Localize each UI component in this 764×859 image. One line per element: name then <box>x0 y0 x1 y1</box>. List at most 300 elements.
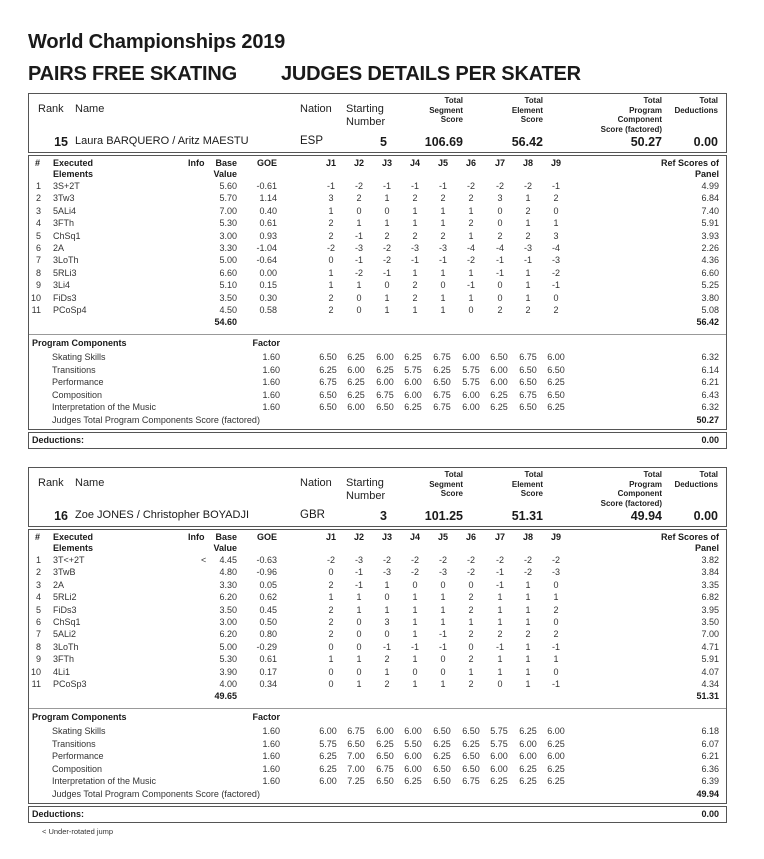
element-name: 3S+2T <box>53 181 80 191</box>
judge-score-j5: 1 <box>440 305 446 315</box>
judge-score-j2: -3 <box>354 243 363 253</box>
judge-score-j1: 0 <box>328 666 334 677</box>
judge-score-j8: 1 <box>525 218 531 229</box>
rank-label: Rank <box>38 477 64 489</box>
deductions-label <box>674 96 718 115</box>
component-score-j1: 6.75 <box>319 377 337 387</box>
component-name: Performance <box>52 377 104 387</box>
element-number: 9 <box>35 654 41 665</box>
element-ref-score: 6.84 <box>701 193 719 204</box>
ref-header-panel: Panel <box>694 543 719 553</box>
component-score-j6: 6.75 <box>462 776 480 786</box>
document-title: World Championships 2019 <box>28 31 286 53</box>
judge-score-j8: 1 <box>525 641 531 652</box>
judge-score-j2: 0 <box>356 205 362 216</box>
component-ref-score: 6.14 <box>701 364 719 375</box>
judge-score-j8: -2 <box>523 181 532 191</box>
deductions-row-label: Deductions: <box>32 435 85 445</box>
judge-score-j2: 1 <box>356 654 362 665</box>
judge-score-j2: 0 <box>356 641 362 652</box>
footnote-under-rotated: < Under-rotated jump <box>42 827 114 836</box>
judge-score-j4: 2 <box>412 280 418 291</box>
component-score-j5: 6.50 <box>433 763 451 774</box>
judge-score-j7: 1 <box>497 654 503 665</box>
element-goe: 0.30 <box>259 292 277 303</box>
component-ref-score: 6.36 <box>701 763 719 774</box>
deductions-label-line: Deductions <box>674 479 718 489</box>
judge-score-j8: 2 <box>525 629 531 640</box>
element-name: FiDs3 <box>53 604 77 615</box>
judge-score-j5: -1 <box>438 629 447 640</box>
judge-score-j6: 0 <box>468 305 474 315</box>
judge-score-j1: 3 <box>328 193 334 204</box>
component-score-j6: 6.50 <box>462 726 480 736</box>
component-score-j1: 6.25 <box>319 751 337 761</box>
judge-score-j9: 2 <box>553 305 559 315</box>
component-score-j1: 5.75 <box>319 738 337 749</box>
judge-score-j8: -2 <box>523 567 532 578</box>
judge-score-j4: 0 <box>412 579 418 590</box>
judge-score-j1: 2 <box>328 305 334 315</box>
element-ref-score: 4.99 <box>701 181 719 191</box>
component-score-j5: 6.50 <box>433 377 451 387</box>
judge-score-j6: 1 <box>468 617 474 627</box>
judge-header-j3: J3 <box>381 158 392 168</box>
element-base-value: 6.20 <box>219 629 237 640</box>
judge-score-j5: -1 <box>438 641 447 652</box>
component-score-j2: 7.25 <box>347 776 365 786</box>
component-score-j8: 6.75 <box>519 389 537 400</box>
component-name: Skating Skills <box>52 352 106 362</box>
element-name: FiDs3 <box>53 292 77 303</box>
judge-score-j2: 0 <box>356 305 362 315</box>
number-label: Number <box>346 116 386 128</box>
nation-label: Nation <box>300 103 332 115</box>
judge-header-j3: J3 <box>381 532 392 542</box>
judge-score-j2: -1 <box>354 230 363 241</box>
report-title: JUDGES DETAILS PER SKATER <box>281 63 581 85</box>
judge-score-j2: 0 <box>356 292 362 303</box>
base-header: Base <box>215 532 237 542</box>
component-score-j6: 5.75 <box>462 377 480 387</box>
tss-label-line: Score <box>440 115 463 124</box>
judge-score-j3: 2 <box>384 679 390 689</box>
judge-score-j4: -1 <box>410 255 419 266</box>
judge-score-j1: 1 <box>328 592 334 603</box>
judge-score-j3: 2 <box>384 654 390 665</box>
component-score-j4: 6.00 <box>404 389 422 400</box>
goe-header: GOE <box>256 532 277 542</box>
judge-score-j4: -3 <box>410 243 419 253</box>
element-number: 1 <box>35 181 41 191</box>
judge-score-j5: 1 <box>440 292 446 303</box>
elements-box <box>28 155 727 430</box>
judge-score-j9: 0 <box>553 205 559 216</box>
judge-score-j3: 1 <box>384 193 390 204</box>
component-score-j9: 6.25 <box>547 402 565 412</box>
pcs-label-line: Total <box>643 96 662 105</box>
element-goe: -0.64 <box>256 255 277 266</box>
judge-score-j8: 1 <box>525 579 531 590</box>
element-goe: 0.62 <box>259 592 277 603</box>
section-divider <box>29 334 726 335</box>
component-score-j4: 5.50 <box>404 738 422 749</box>
judge-score-j6: -1 <box>466 280 475 291</box>
judge-score-j3: 1 <box>384 305 390 315</box>
judge-score-j9: -4 <box>551 243 560 253</box>
element-ref-score: 3.93 <box>701 230 719 241</box>
pcs-label-line: Score (factored) <box>600 124 662 134</box>
judge-header-j6: J6 <box>465 158 476 168</box>
tes-label-line: Total <box>524 96 543 105</box>
component-score-j6: 6.00 <box>462 352 480 362</box>
element-base-value: 5.60 <box>219 181 237 191</box>
element-ref-score: 4.71 <box>701 641 719 652</box>
component-score-j9: 6.25 <box>547 377 565 387</box>
judge-header-j8: J8 <box>522 158 533 168</box>
component-score-j3: 6.75 <box>376 389 394 400</box>
component-score-j6: 6.25 <box>462 738 480 749</box>
component-score-j3: 6.75 <box>376 763 394 774</box>
elements-header: Elements <box>53 543 94 553</box>
total-deductions-value: 0.00 <box>693 135 718 149</box>
judge-header-j6: J6 <box>465 532 476 542</box>
total-segment-score: 101.25 <box>424 509 463 523</box>
element-base-value: 3.30 <box>219 243 237 253</box>
total-pcs-value: 50.27 <box>630 135 662 149</box>
nation-value: ESP <box>300 135 324 147</box>
component-factor: 1.60 <box>262 751 280 761</box>
ref-header-panel: Panel <box>694 169 719 179</box>
element-goe: 0.00 <box>259 267 277 278</box>
judge-score-j3: 2 <box>384 230 390 241</box>
judge-score-j1: 2 <box>328 292 334 303</box>
factor-header: Factor <box>252 338 280 348</box>
component-score-j2: 6.75 <box>347 726 365 736</box>
judge-score-j9: 2 <box>553 604 559 615</box>
judge-score-j1: -2 <box>326 243 335 253</box>
element-ref-score: 4.34 <box>701 679 719 689</box>
judge-score-j8: 1 <box>525 592 531 603</box>
component-score-j7: 6.00 <box>490 377 508 387</box>
tes-label <box>512 470 543 499</box>
pcs-label-line: Component <box>617 115 662 124</box>
tss-label-line: Total <box>444 470 463 479</box>
element-name: 3TwB <box>53 567 76 578</box>
element-base-value: 6.60 <box>219 267 237 278</box>
judge-score-j8: 1 <box>525 666 531 677</box>
starting-label: Starting <box>346 477 384 489</box>
judge-score-j7: -1 <box>495 267 504 278</box>
judge-score-j5: -3 <box>438 243 447 253</box>
judge-score-j4: -1 <box>410 181 419 191</box>
rank-label: Rank <box>38 103 64 115</box>
judge-score-j3: 1 <box>384 292 390 303</box>
component-name: Skating Skills <box>52 726 106 736</box>
skater-header-box <box>28 93 727 153</box>
element-ref-score: 3.82 <box>701 555 719 565</box>
tss-label-line: Score <box>440 489 463 498</box>
judge-score-j7: 0 <box>497 280 503 291</box>
judge-score-j4: 1 <box>412 629 418 640</box>
judge-score-j8: -3 <box>523 243 532 253</box>
judge-score-j5: 2 <box>440 230 446 241</box>
judge-score-j4: 1 <box>412 205 418 216</box>
judge-score-j7: 3 <box>497 193 503 204</box>
judge-score-j3: 3 <box>384 617 390 627</box>
element-base-value: 5.00 <box>219 641 237 652</box>
judge-score-j7: 2 <box>497 305 503 315</box>
deductions-row-value: 0.00 <box>701 809 719 819</box>
section-divider <box>29 708 726 709</box>
component-score-j8: 6.25 <box>519 776 537 786</box>
pcs-label-line: Program <box>629 105 662 115</box>
component-score-j6: 6.50 <box>462 751 480 761</box>
judge-score-j4: -1 <box>410 641 419 652</box>
deductions-row-value: 0.00 <box>701 435 719 445</box>
judge-score-j7: 1 <box>497 604 503 615</box>
element-goe: 0.34 <box>259 679 277 689</box>
element-base-value: 4.80 <box>219 567 237 578</box>
element-number: 2 <box>35 193 41 204</box>
deductions-box <box>28 806 727 823</box>
component-score-j9: 6.00 <box>547 726 565 736</box>
judge-score-j8: 1 <box>525 267 531 278</box>
starting-label: Starting <box>346 103 384 115</box>
component-score-j1: 6.50 <box>319 389 337 400</box>
judge-score-j1: 2 <box>328 579 334 590</box>
component-score-j3: 6.00 <box>376 352 394 362</box>
element-number: 7 <box>35 629 41 640</box>
judge-score-j9: 1 <box>553 592 559 603</box>
name-label: Name <box>75 477 105 489</box>
element-ref-score: 3.95 <box>701 604 719 615</box>
judge-score-j4: 1 <box>412 592 418 603</box>
judge-score-j9: -1 <box>551 181 560 191</box>
judge-score-j3: 1 <box>384 604 390 615</box>
judge-score-j5: 1 <box>440 592 446 603</box>
judge-score-j3: -1 <box>382 641 391 652</box>
component-name: Transitions <box>52 738 96 749</box>
judge-score-j6: 1 <box>468 292 474 303</box>
info-header: Info <box>188 158 205 168</box>
judge-score-j9: -1 <box>551 641 560 652</box>
total-element-score: 51.31 <box>511 509 543 523</box>
elements-header: Elements <box>53 169 94 179</box>
judge-header-j9: J9 <box>550 158 561 168</box>
judge-score-j6: -2 <box>466 181 475 191</box>
ref-header: Ref Scores of <box>660 532 719 542</box>
component-score-j3: 6.25 <box>376 364 394 375</box>
base-value-total: 54.60 <box>214 317 237 328</box>
element-number: 4 <box>35 592 41 603</box>
element-ref-score: 2.26 <box>701 243 719 253</box>
component-name: Transitions <box>52 364 96 375</box>
component-score-j1: 6.25 <box>319 763 337 774</box>
component-score-j1: 6.00 <box>319 726 337 736</box>
component-ref-score: 6.21 <box>701 751 719 761</box>
judge-score-j2: -3 <box>354 555 363 565</box>
component-score-j5: 6.25 <box>433 364 451 375</box>
judge-score-j9: 0 <box>553 292 559 303</box>
judge-score-j8: 2 <box>525 205 531 216</box>
element-name: 2A <box>53 579 65 590</box>
judge-score-j6: 2 <box>468 654 474 665</box>
judge-score-j8: 1 <box>525 604 531 615</box>
judge-score-j4: 1 <box>412 604 418 615</box>
component-ref-score: 6.32 <box>701 352 719 362</box>
judge-score-j8: 1 <box>525 654 531 665</box>
deductions-label-line: Total <box>699 96 718 105</box>
component-score-j4: 6.25 <box>404 776 422 786</box>
component-ref-score: 6.07 <box>701 738 719 749</box>
judge-score-j4: 1 <box>412 679 418 689</box>
element-base-value: 5.00 <box>219 255 237 266</box>
element-number: 6 <box>35 617 41 627</box>
judge-score-j7: -2 <box>495 181 504 191</box>
judge-score-j9: -1 <box>551 679 560 689</box>
element-number: 4 <box>35 218 41 229</box>
judge-score-j6: 1 <box>468 666 474 677</box>
element-goe: 0.45 <box>259 604 277 615</box>
judge-score-j6: 2 <box>468 679 474 689</box>
judge-score-j4: 2 <box>412 230 418 241</box>
component-score-j4: 6.00 <box>404 751 422 761</box>
judge-score-j1: 1 <box>328 280 334 291</box>
judge-score-j6: -2 <box>466 567 475 578</box>
component-ref-score: 6.39 <box>701 776 719 786</box>
judge-score-j9: 1 <box>553 654 559 665</box>
judge-score-j6: -4 <box>466 243 475 253</box>
element-ref-score: 5.91 <box>701 218 719 229</box>
judge-score-j2: 1 <box>356 679 362 689</box>
judge-score-j2: 0 <box>356 629 362 640</box>
element-name: 5RLi3 <box>53 267 77 278</box>
element-name: 5ALi4 <box>53 205 77 216</box>
judge-score-j9: -2 <box>551 267 560 278</box>
component-score-j4: 6.00 <box>404 377 422 387</box>
judge-score-j8: -2 <box>523 555 532 565</box>
element-goe: 0.40 <box>259 205 277 216</box>
element-goe: 0.80 <box>259 629 277 640</box>
component-score-j7: 6.25 <box>490 389 508 400</box>
judge-header-j5: J5 <box>437 532 448 542</box>
element-base-value: 7.00 <box>219 205 237 216</box>
deductions-label-line: Total <box>699 470 718 479</box>
component-score-j8: 6.25 <box>519 726 537 736</box>
component-ref-score: 6.21 <box>701 377 719 387</box>
judge-score-j1: 0 <box>328 255 334 266</box>
judge-score-j3: -2 <box>382 243 391 253</box>
element-name: 3Li4 <box>53 280 71 291</box>
component-score-j2: 6.00 <box>347 402 365 412</box>
segment-title: PAIRS FREE SKATING <box>28 63 238 85</box>
element-name: 3LoTh <box>53 641 79 652</box>
base-value-total: 49.65 <box>214 691 237 702</box>
element-ref-score: 3.84 <box>701 567 719 578</box>
element-base-value: 5.70 <box>219 193 237 204</box>
element-base-value: 5.30 <box>219 654 237 665</box>
element-ref-score: 5.91 <box>701 654 719 665</box>
judge-score-j8: 1 <box>525 280 531 291</box>
judge-score-j9: -1 <box>551 280 560 291</box>
judge-score-j2: -1 <box>354 579 363 590</box>
judge-score-j3: 1 <box>384 579 390 590</box>
component-score-j3: 6.25 <box>376 738 394 749</box>
component-score-j7: 6.00 <box>490 364 508 375</box>
total-deductions-value: 0.00 <box>693 509 718 523</box>
element-ref-score: 7.40 <box>701 205 719 216</box>
judge-score-j9: -3 <box>551 255 560 266</box>
component-score-j4: 6.25 <box>404 352 422 362</box>
component-score-j2: 6.25 <box>347 352 365 362</box>
judge-score-j6: 2 <box>468 604 474 615</box>
element-number: 9 <box>35 280 41 291</box>
judge-score-j1: 1 <box>328 267 334 278</box>
judge-score-j3: -1 <box>382 267 391 278</box>
judge-score-j5: 0 <box>440 579 446 590</box>
judge-score-j4: 0 <box>412 666 418 677</box>
pcs-label-line: Total <box>643 470 662 479</box>
judge-score-j7: 2 <box>497 230 503 241</box>
skater-name: Zoe JONES / Christopher BOYADJI <box>75 509 250 521</box>
element-ref-score: 6.82 <box>701 592 719 603</box>
judge-header-j2: J2 <box>353 158 364 168</box>
judge-score-j5: -1 <box>438 255 447 266</box>
total-element-score: 56.42 <box>511 135 543 149</box>
judge-header-j8: J8 <box>522 532 533 542</box>
judge-header-j1: J1 <box>325 158 336 168</box>
judge-score-j5: 1 <box>440 267 446 278</box>
element-number: 5 <box>35 230 41 241</box>
judge-header-j2: J2 <box>353 532 364 542</box>
judge-header-j5: J5 <box>437 158 448 168</box>
pcs-label-line: Program <box>629 479 662 489</box>
component-score-j1: 6.50 <box>319 352 337 362</box>
element-number: 8 <box>35 641 41 652</box>
element-base-value: 5.10 <box>219 280 237 291</box>
executed-header: Executed <box>53 532 94 542</box>
judge-score-j9: 2 <box>553 629 559 640</box>
component-score-j9: 6.50 <box>547 364 565 375</box>
component-score-j5: 6.25 <box>433 751 451 761</box>
judges-total-pcs-value: 50.27 <box>696 414 719 425</box>
judge-score-j6: 1 <box>468 267 474 278</box>
judge-score-j9: 0 <box>553 579 559 590</box>
component-score-j8: 6.25 <box>519 763 537 774</box>
judge-score-j6: 1 <box>468 205 474 216</box>
judge-score-j3: 0 <box>384 592 390 603</box>
component-score-j2: 7.00 <box>347 763 365 774</box>
element-name: 5RLi2 <box>53 592 77 603</box>
element-name: PCoSp3 <box>53 679 87 689</box>
component-score-j2: 6.25 <box>347 389 365 400</box>
element-base-value: 3.00 <box>219 230 237 241</box>
goe-header: GOE <box>256 158 277 168</box>
tes-label-line: Element <box>511 479 543 489</box>
starting-number-value: 3 <box>380 509 387 523</box>
element-goe: 0.61 <box>259 218 277 229</box>
judge-score-j7: -1 <box>495 255 504 266</box>
judge-score-j3: 1 <box>384 218 390 229</box>
info-header: Info <box>188 532 205 542</box>
judge-score-j4: 1 <box>412 617 418 627</box>
nation-label: Nation <box>300 477 332 489</box>
judge-score-j7: -4 <box>495 243 504 253</box>
component-score-j7: 6.25 <box>490 776 508 786</box>
judge-score-j2: 1 <box>356 604 362 615</box>
component-factor: 1.60 <box>262 377 280 387</box>
